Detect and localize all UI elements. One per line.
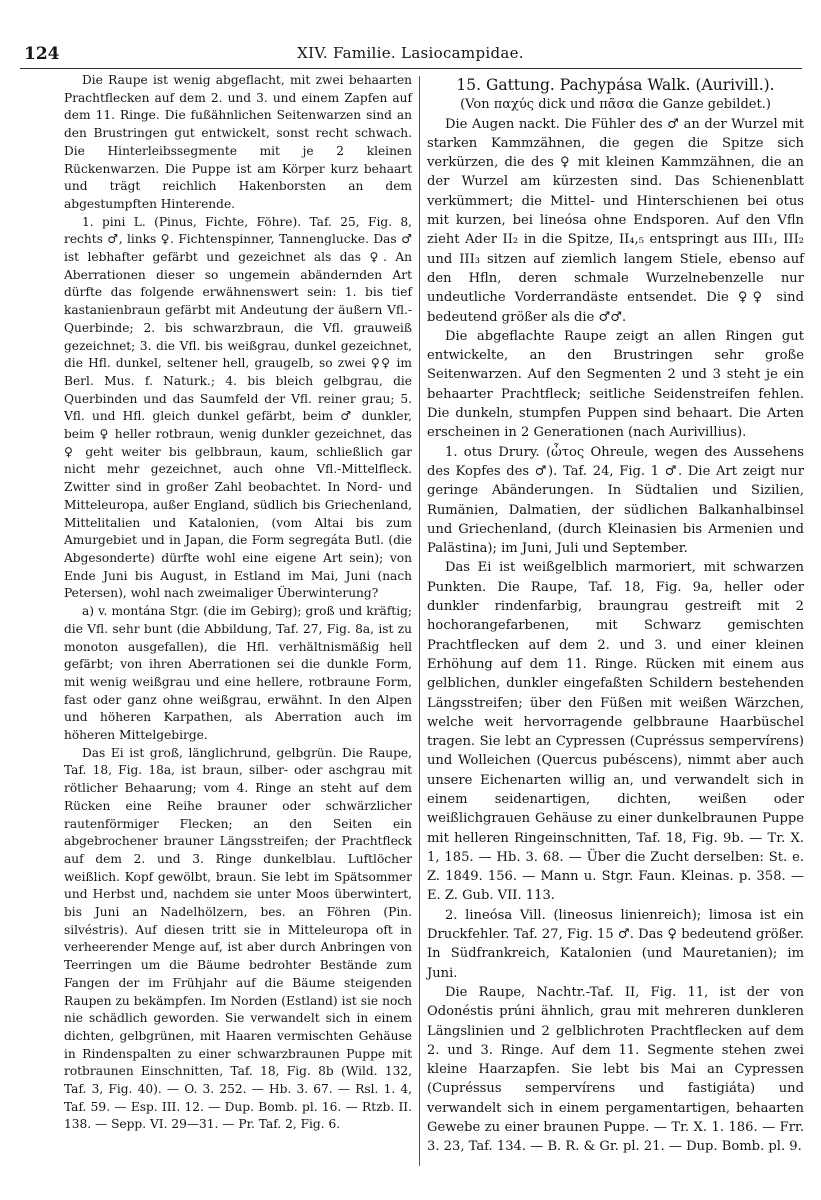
genus-etymology: (Von παχύς dick und πᾶσα die Ganze gebildet.) bbox=[460, 97, 771, 113]
paragraph-genus-characters: Die Augen nackt. Die Fühler des ♂ an der Wurzel mit starken Kammzähnen, die gegen die Spitze sich verkürzen, die des ♀ mit kleinen Kammzähnen, die an der Wurzel am kürzesten sind. Das Schienenblatt verkümmert; die Mittel- und Hinterschienen bei otus mit kurzen, bei lineósa ohne Endsporen. Auf den Vfln zieht Ader II₂ in die Spitze, II₄,₅ entspringt aus III₁, III₂ und III₃ sitzen auf ziemlich langem Stiele, ebenso auf den Hfln, deren schmale Wurzelnebenzelle nur undeutliche Vorderrandäste entsendet. Die ♀♀ sind bedeutend größer als die ♂♂. bbox=[427, 116, 804, 325]
paragraph-genus-caterpillar: Die abgeflachte Raupe zeigt an allen Ringen gut entwickelte, an den Brustringen sehr große Seitenwarzen. Auf den Segmenten 2 und 3 steht je ein behaarter Prachtfleck; seitliche Seidenstreifen fehlen. Die dunkeln, stumpfen Puppen sind behaart. Die Arten erscheinen in 2 Generationen (nach Aurivillius). bbox=[427, 328, 804, 441]
paragraph-lineosa-biology: Die Raupe, Nachtr.-Taf. II, Fig. 11, ist der von Odonéstis prúni ähnlich, grau mit mehreren dunkleren Längslinien und 2 gelblichroten Prachtflecken auf dem 2. und 3. Ringe. Auf dem 11. Segmente stehen zwei kleine Haarzapfen. Sie lebt bis Mai an Cypressen (Cupréssus sempervírens und fastigiáta) und verwandelt sich in einem pergamentartigen, behaarten Gewebe zu einer braunen Puppe. — Tr. X. 1. 186. — Frr. 3. 23, Taf. 134. — B. R. & Gr. pl. 21. — Dup. Bomb. pl. 9. bbox=[427, 984, 804, 1155]
left-column bbox=[64, 72, 412, 1134]
paragraph-otus-biology: Das Ei ist weißgelblich marmoriert, mit schwarzen Punkten. Die Raupe, Taf. 18, Fig. 9a, heller oder dunkler rindenfarbig, braungrau gestreift mit 2 hochorangefarbenen, mit Schwarz gemischten Prachtflecken auf dem 2. und 3. und einer kleinen Erhöhung auf dem 11. Ringe. Rücken mit einem aus gelblichen, dunkler eingefaßten Schildern bestehenden Längsstreifen; über den Füßen mit weißen Wärzchen, welche weit hervorragende gelbbraune Haarbüschel tragen. Sie lebt an Cypressen (Cupréssus sempervírens) und Wolleichen (Quercus pubéscens), nimmt aber auch unsere Eichenarten willig an, und verwandelt sich in einem seidenartigen, dichten, weißen oder weißlichgrauen Gehäuse zu einer dunkelbraunen Puppe mit helleren Ringeinschnitten, Taf. 18, Fig. 9b. — Tr. X. 1, 185. — Hb. 3. 68. — Über die Zucht derselben: St. e. Z. 1849. 156. — Mann u. Stgr. Faun. Kleinas. p. 358. — E. Z. Gub. VII. 113. bbox=[427, 560, 804, 904]
paragraph-species-lineosa: 2. lineósa Vill. (lineosus linienreich); limosa ist ein Druckfehler. Taf. 27, Fig. 15 ♂. Das ♀ bedeutend größer. In Südfrankreich, Katalonien (und Mauretanien); im Juni. bbox=[427, 907, 804, 981]
paragraph-pini-biology: Das Ei ist groß, länglichrund, gelbgrün. Die Raupe, Taf. 18, Fig. 18a, ist braun, silber- oder aschgrau mit rötlicher Behaarung; vom 4. Ringe an steht auf dem Rücken eine Reihe brauner oder schwärzlicher rautenförmiger Flecken; an den Seiten ein abgebrochener brauner Längsstreifen; der Prachtfleck auf dem 2. und 3. Ringe dunkelblau. Luftlöcher weißlich. Kopf gewölbt, braun. Sie lebt im Spätsommer und Herbst und, nachdem sie unter Moos überwintert, bis Juni an Nadelhölzern, bes. an Föhren (Pin. silvéstris). Auf diesen tritt sie in Mitteleuropa oft in verheerender Menge auf, ist aber durch Anbringen von Teerringen um die Bäume bedrohter Bestände zum Fangen der im Frühjahr auf die Bäume steigenden Raupen zu bekämpfen. Im Norden (Estland) ist sie noch nie schädlich geworden. Sie verwandelt sich in einem dichten, gelbgrünen, mit Haaren vermischten Gehäuse in Rindenspalten zu einer schwarzbraunen Puppe mit rotbraunen Einschnitten, Taf. 18, Fig. 8b (Wild. 132, Taf. 3, Fig. 40). — O. 3. 252. — Hb. 3. 67. — Rsl. 1. 4, Taf. 59. — Esp. III. 12. — Dup. Bomb. pl. 16. — Rtzb. II. 138. — Sepp. VI. 29—31. — Pr. Taf. 2, Fig. 6. bbox=[64, 745, 412, 1132]
header-rule bbox=[20, 68, 802, 69]
paragraph-caterpillar-description: Die Raupe ist wenig abgeflacht, mit zwei behaarten Prachtflecken auf dem 2. und 3. und einem Zapfen auf dem 11. Ringe. Die fußähnlichen Seitenwarzen sind an den Brustringen gut entwickelt, sonst recht schwach. Die Hinterleibssegmente mit je 2 kleinen Rückenwarzen. Die Puppe ist am Körper kurz behaart und trägt reichlich Hakenborsten an dem abgestumpften Hinterende. bbox=[64, 73, 412, 211]
genus-heading: 15. Gattung. Pachypása Walk. (Aurivill.). bbox=[456, 76, 775, 94]
paragraph-variety-montana: a) v. montána Stgr. (die im Gebirg); groß und kräftig; die Vfl. sehr bunt (die Abbildung, Taf. 27, Fig. 8a, ist zu monoton ausgefallen), die Hfl. verhältnismäßig hell gefärbt; von ihren Aberrationen sei die dunkle Form, mit wenig weißgrau und eine hellere, rotbraune Form, fast oder ganz ohne weißgrau, erwähnt. In den Alpen und höheren Karpathen, als Aberration auch im höheren Mittelgebirge. bbox=[64, 604, 412, 743]
running-title: XIV. Familie. Lasiocampidae. bbox=[297, 44, 524, 62]
paragraph-species-pini: 1. pini L. (Pinus, Fichte, Föhre). Taf. 25, Fig. 8, rechts ♂, links ♀. Fichtenspinner, Tannenglucke. Das ♂ ist lebhafter gefärbt und gezeichnet als das ♀. An Aberrationen dieser so ungemein abändernden Art dürfte das folgende erwähnenswert sein: 1. bis tief kastanienbraun gefärbt mit Andeutung der äußern Vfl.-Querbinde; 2. bis schwarzbraun, die Vfl. grauweiß gezeichnet; 3. die Vfl. bis weißgrau, dunkel gezeichnet, die Hfl. dunkel, seltener hell, graugelb, so zwei ♀♀ im Berl. Mus. f. Naturk.; 4. bis bleich gelbgrau, die Querbinden und das Saumfeld der Vfl. reiner grau; 5. Vfl. und Hfl. gleich dunkel gefärbt, beim ♂ dunkler, beim ♀ heller rotbraun, wenig dunkler gezeichnet, das ♀ geht weiter bis gelbbraun, kaum, schließlich gar nicht mehr gezeichnet, auch ohne Vfl.-Mittelfleck. Zwitter sind in großer Zahl beobachtet. In Nord- und Mitteleuropa, außer England, südlich bis Griechenland, Mittelitalien und Katalonien, (vom Altai bis zum Amurgebiet und in Japan, die Form segregáta Butl. (die Abgesonderte) dürfte wohl eine eigene Art sein); von Ende Juni bis August, in Estland im Mai, Juni (nach Petersen), wohl nach zweimaliger Überwinterung? bbox=[64, 214, 412, 601]
paragraph-species-otus: 1. otus Drury. (ὦτος Ohreule, wegen des Aussehens des Kopfes des ♂). Taf. 24, Fig. 1 ♂. Die Art zeigt nur geringe Abänderungen. In Südtalien und Sizilien, Rumänien, Dalmatien, der südlichen Balkanhalbinsel und Griechenland, (durch Kleinasien bis Armenien und Palästina); im Juni, Juli und September. bbox=[427, 444, 804, 557]
page-number: 124 bbox=[24, 44, 60, 64]
right-column bbox=[427, 72, 804, 1157]
column-divider bbox=[419, 76, 420, 1166]
